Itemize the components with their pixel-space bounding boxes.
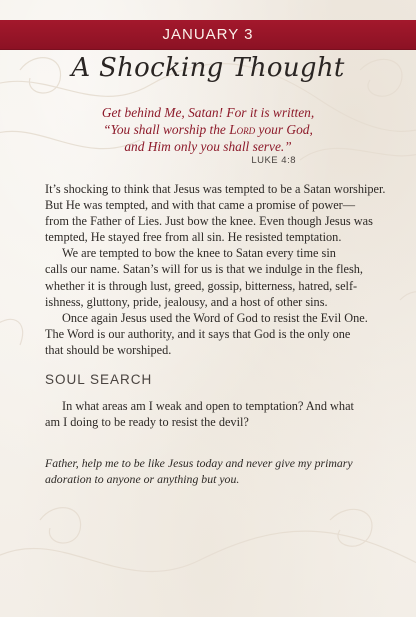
soul-search-heading: SOUL SEARCH [45,372,153,387]
soul-search-line-2: am I doing to be ready to resist the devil? [45,415,249,430]
body-line: tempted, He stayed free from all sin. He resisted temptation. [45,230,342,245]
body-line: from the Father of Lies. Just bow the knee. Even though Jesus was [45,214,373,229]
devotional-body [45,181,386,358]
prayer-text [45,455,353,487]
soul-search-line-1: In what areas am I weak and open to temptation? And what [62,399,354,413]
prayer-line-2: adoration to anyone or anything but you. [45,472,240,487]
body-line: whether it is through lust, greed, gossip, bitterness, hatred, self- [45,278,358,293]
verse-line-1: Get behind Me, Satan! For it is written, [101,105,315,120]
body-line: We are tempted to bow the knee to Satan every time sin [62,246,336,261]
verse-line-3: and Him only you shall serve.” [124,139,292,154]
body-line: Once again Jesus used the Word of God to resist the Evil One. [62,310,368,325]
verse-line-2-start: “You shall worship the [103,122,230,137]
scripture-verse [0,104,416,155]
body-line: The Word is our authority, and it says that God is the only one [45,326,351,341]
verse-line-2 [0,121,416,138]
page-title: A Shocking Thought [71,53,345,83]
verse-line-2-end: your God, [255,122,313,137]
prayer-line-1: Father, help me to be like Jesus today and never give my primary [45,456,353,470]
body-line: It’s shocking to think that Jesus was tempted to be a Satan worshiper. [45,182,386,196]
soul-search-text [45,398,354,430]
body-line: But He was tempted, and with that came a promise of power— [45,198,356,213]
body-line: ishness, gluttony, pride, jealousy, and a host of other sins. [45,294,328,309]
verse-lord: Lord [229,122,256,137]
body-line: that should be worshiped. [45,342,172,357]
verse-reference: LUKE 4:8 [251,155,296,166]
body-line: calls our name. Satan’s will for us is that we indulge in the flesh, [45,262,363,277]
date-label: JANUARY 3 [162,26,254,43]
